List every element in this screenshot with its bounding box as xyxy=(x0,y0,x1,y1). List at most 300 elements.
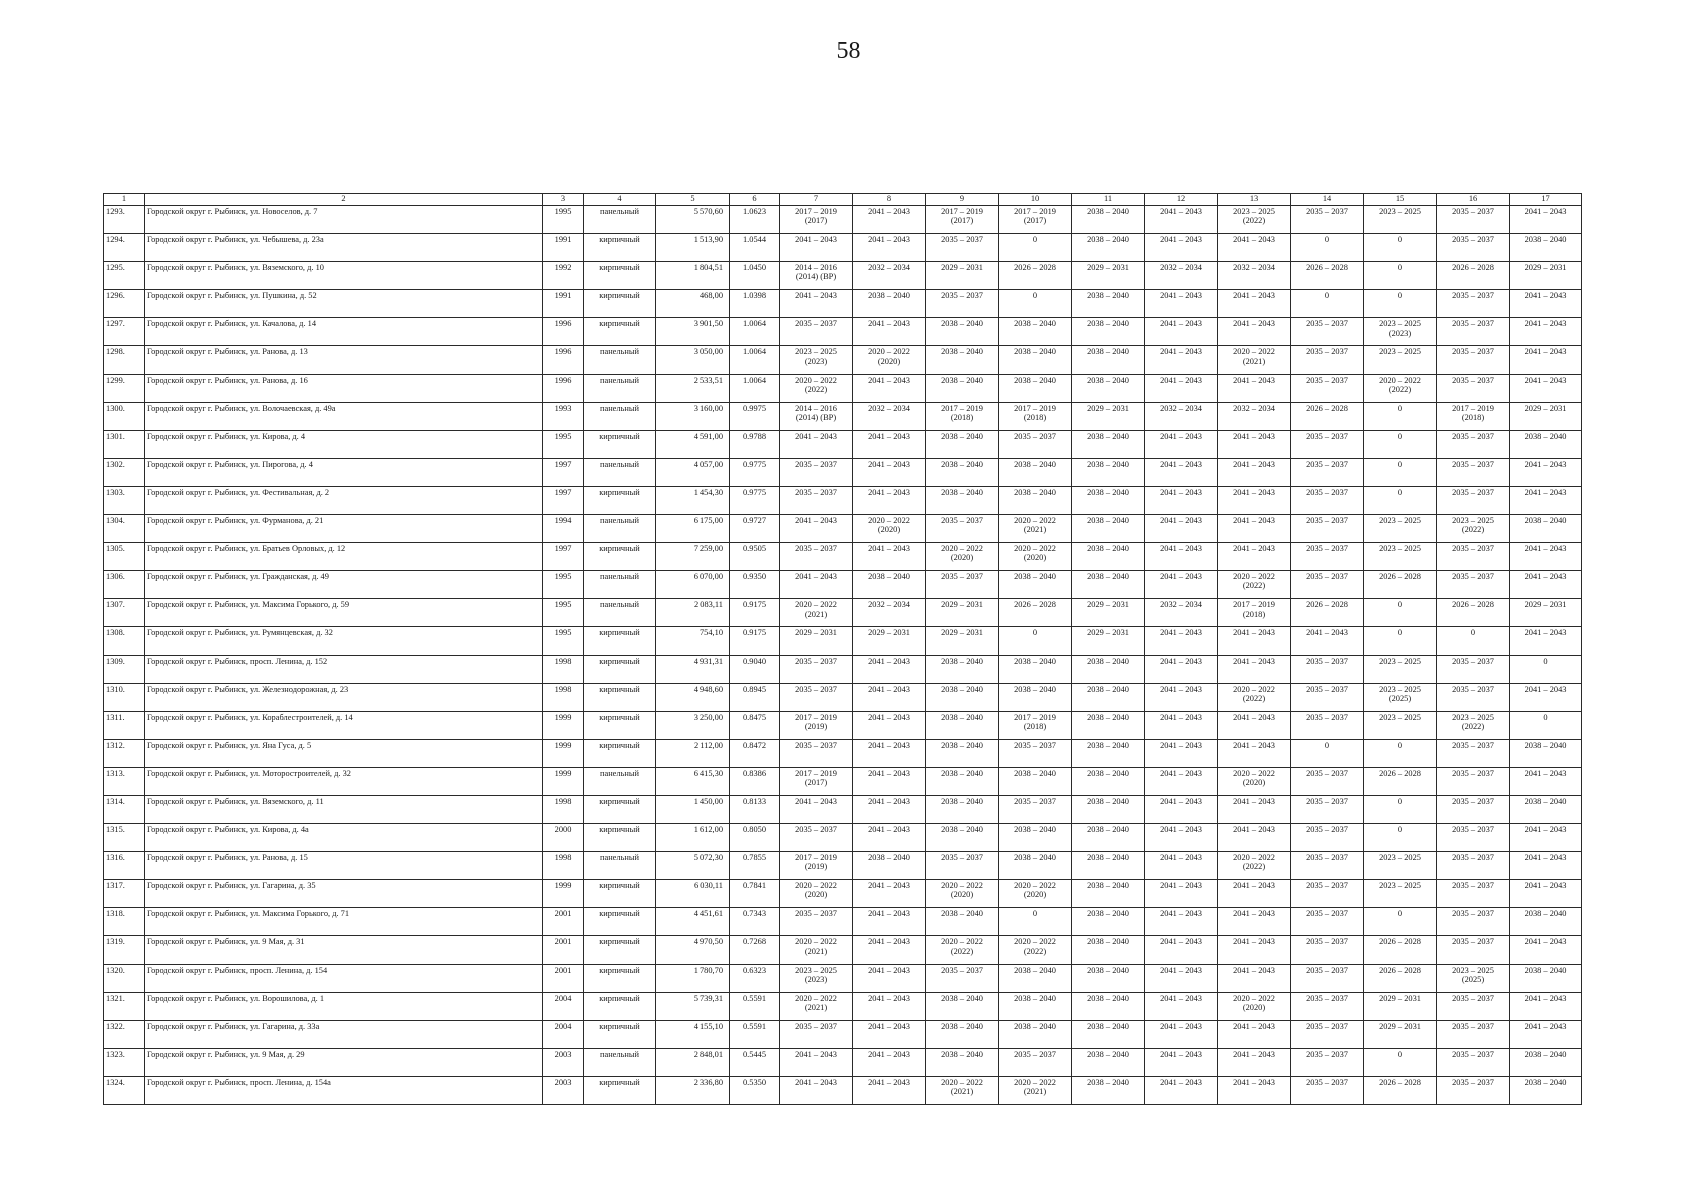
address-cell xyxy=(145,458,543,486)
year-cell xyxy=(543,992,584,1020)
cell-text: 1.0544 xyxy=(742,235,767,245)
period-cell xyxy=(1145,290,1218,318)
year-cell xyxy=(543,318,584,346)
period-cell xyxy=(926,683,999,711)
cell-text: 2029 – 2031 xyxy=(941,263,983,273)
cell-text: кирпичный xyxy=(599,1077,640,1087)
period-cell xyxy=(780,458,853,486)
cell-text: 1999 xyxy=(554,712,572,722)
cell-text: 1995 xyxy=(554,572,572,582)
period-cell xyxy=(1510,262,1582,290)
cell-text: 2038 – 2040 xyxy=(941,656,983,666)
cell-text: 2038 – 2040 xyxy=(1524,1049,1567,1059)
cell-text: 0.9175 xyxy=(742,600,767,610)
area-cell xyxy=(656,936,730,964)
cell-text: 1.0064 xyxy=(742,347,767,357)
period-cell xyxy=(999,852,1072,880)
period-cell xyxy=(1145,767,1218,795)
period-cell xyxy=(999,234,1072,262)
cell-text: 1.0398 xyxy=(742,291,767,301)
year-cell xyxy=(543,739,584,767)
period-cell xyxy=(1364,486,1437,514)
period-cell xyxy=(1291,402,1364,430)
cell-text: 2023 – 2025 xyxy=(1379,712,1421,722)
coefficient-cell xyxy=(730,290,780,318)
period-cell xyxy=(1437,402,1510,430)
period-cell xyxy=(1072,852,1145,880)
period-cell xyxy=(853,908,926,936)
coefficient-cell xyxy=(730,318,780,346)
cell-text: 2035 – 2037 xyxy=(1306,656,1348,666)
period-cell xyxy=(1218,992,1291,1020)
cell-text: 2038 – 2040 xyxy=(941,740,983,750)
period-cell xyxy=(1364,1076,1437,1104)
cell-text: 2032 – 2034 xyxy=(868,263,910,273)
cell-text: 2035 – 2037 xyxy=(1452,235,1494,245)
area-cell xyxy=(656,1076,730,1104)
period-cell xyxy=(1218,599,1291,627)
cell-text: 2038 – 2040 xyxy=(1524,235,1567,245)
period-cell xyxy=(1364,318,1437,346)
period-cell xyxy=(1218,711,1291,739)
period-cell xyxy=(1364,430,1437,458)
row-number-cell xyxy=(104,430,145,458)
cell-text: 2041 – 2043 xyxy=(1524,628,1567,638)
coefficient-cell xyxy=(730,655,780,683)
period-cell xyxy=(780,739,853,767)
area-cell xyxy=(656,599,730,627)
address-cell xyxy=(145,936,543,964)
cell-text: 2020 – 2022 (2021) xyxy=(1014,1077,1056,1097)
cell-text: 1.0450 xyxy=(742,263,767,273)
period-cell xyxy=(780,206,853,234)
period-cell xyxy=(1291,290,1364,318)
table-row xyxy=(104,290,1582,318)
address-cell xyxy=(145,964,543,992)
year-cell xyxy=(543,486,584,514)
row-number-cell xyxy=(104,262,145,290)
cell-text: 2035 – 2037 xyxy=(1452,909,1494,919)
cell-text: 2041 – 2043 xyxy=(1233,319,1275,329)
cell-text: 2017 – 2019 (2017) xyxy=(795,207,837,226)
cell-text: 1313. xyxy=(106,768,125,778)
period-cell xyxy=(1364,374,1437,402)
period-cell xyxy=(1072,571,1145,599)
area-cell xyxy=(656,234,730,262)
period-cell xyxy=(853,852,926,880)
cell-text: Городской округ г. Рыбинск, ул. Гражданская, д. 49 xyxy=(147,572,329,582)
cell-text: 4 948,60 xyxy=(693,684,723,694)
period-cell xyxy=(926,936,999,964)
cell-text: 2041 – 2043 xyxy=(1233,1049,1275,1059)
cell-text: 2041 – 2043 xyxy=(868,459,910,469)
cell-text: 2038 – 2040 xyxy=(1087,207,1129,216)
period-cell xyxy=(853,262,926,290)
cell-text: 0 xyxy=(1397,740,1403,750)
cell-text: 3 050,00 xyxy=(693,347,723,357)
area-cell xyxy=(656,571,730,599)
cell-text: 2000 xyxy=(554,825,572,835)
period-cell xyxy=(1145,543,1218,571)
cell-text: 2003 xyxy=(554,1049,572,1059)
column-header: 15 xyxy=(1364,194,1437,206)
coefficient-cell xyxy=(730,234,780,262)
period-cell xyxy=(1437,1020,1510,1048)
cell-text: панельный xyxy=(600,600,639,610)
cell-text: 2026 – 2028 xyxy=(1379,572,1421,582)
cell-text: 2038 – 2040 xyxy=(1014,347,1056,357)
cell-text: 2026 – 2028 xyxy=(1306,600,1348,610)
column-header: 10 xyxy=(999,194,1072,206)
period-cell xyxy=(1291,964,1364,992)
material-cell xyxy=(584,486,656,514)
period-cell xyxy=(1291,318,1364,346)
cell-text: 1305. xyxy=(106,544,125,554)
period-cell xyxy=(1291,458,1364,486)
cell-text: 2038 – 2040 xyxy=(1014,319,1056,329)
cell-text: 2041 – 2043 xyxy=(1233,909,1275,919)
period-cell xyxy=(1364,571,1437,599)
period-cell xyxy=(1072,1076,1145,1104)
cell-text: 2041 – 2043 xyxy=(1160,207,1202,216)
material-cell xyxy=(584,262,656,290)
period-cell xyxy=(1291,262,1364,290)
year-cell xyxy=(543,234,584,262)
cell-text: 2041 – 2043 xyxy=(795,1077,837,1087)
year-cell xyxy=(543,206,584,234)
cell-text: Городской округ г. Рыбинск, просп. Ленина, д. 152 xyxy=(147,656,328,666)
period-cell xyxy=(853,515,926,543)
period-cell xyxy=(1145,824,1218,852)
material-cell xyxy=(584,346,656,374)
cell-text: 2041 – 2043 xyxy=(1160,431,1202,441)
cell-text: 2026 – 2028 xyxy=(1379,768,1421,778)
address-cell xyxy=(145,262,543,290)
cell-text: кирпичный xyxy=(599,656,640,666)
cell-text: 0 xyxy=(1397,431,1403,441)
period-cell xyxy=(853,599,926,627)
year-cell xyxy=(543,543,584,571)
address-cell xyxy=(145,795,543,823)
cell-text: 0.8472 xyxy=(742,740,767,750)
cell-text: 2038 – 2040 xyxy=(1087,235,1129,245)
cell-text: 2017 – 2019 (2017) xyxy=(941,207,983,226)
cell-text: 2035 – 2037 xyxy=(795,740,837,750)
period-cell xyxy=(1072,767,1145,795)
cell-text: кирпичный xyxy=(599,993,640,1003)
period-cell xyxy=(853,739,926,767)
cell-text: панельный xyxy=(600,768,639,778)
cell-text: 1321. xyxy=(106,993,125,1003)
period-cell xyxy=(999,543,1072,571)
cell-text: 2023 – 2025 (2023) xyxy=(795,965,837,984)
row-number-cell xyxy=(104,515,145,543)
period-cell xyxy=(1145,936,1218,964)
period-cell xyxy=(999,711,1072,739)
cell-text: 1998 xyxy=(554,656,572,666)
row-number-cell xyxy=(104,571,145,599)
cell-text: 1311. xyxy=(106,712,125,722)
period-cell xyxy=(853,880,926,908)
period-cell xyxy=(1072,515,1145,543)
cell-text: 2038 – 2040 xyxy=(1014,993,1056,1003)
material-cell xyxy=(584,374,656,402)
cell-text: 2038 – 2040 xyxy=(1087,291,1129,301)
cell-text: 1.0623 xyxy=(742,207,767,216)
cell-text: 2038 – 2040 xyxy=(1014,459,1056,469)
area-cell xyxy=(656,627,730,655)
cell-text: 2026 – 2028 xyxy=(1379,1077,1421,1087)
cell-text: 1294. xyxy=(106,235,125,245)
period-cell xyxy=(1364,290,1437,318)
table-row xyxy=(104,880,1582,908)
cell-text: 2041 – 2043 xyxy=(1233,1021,1275,1031)
period-cell xyxy=(780,571,853,599)
period-cell xyxy=(1291,206,1364,234)
area-cell xyxy=(656,1048,730,1076)
cell-text: 2035 – 2037 xyxy=(795,684,837,694)
cell-text: 1306. xyxy=(106,572,125,582)
period-cell xyxy=(1510,543,1582,571)
period-cell xyxy=(1510,683,1582,711)
period-cell xyxy=(1218,655,1291,683)
period-cell xyxy=(1145,795,1218,823)
cell-text: 1992 xyxy=(554,263,572,273)
period-cell xyxy=(780,683,853,711)
period-cell xyxy=(926,767,999,795)
cell-text: 2035 – 2037 xyxy=(795,1021,837,1031)
cell-text: 2038 – 2040 xyxy=(1087,319,1129,329)
period-cell xyxy=(1218,318,1291,346)
cell-text: 2023 – 2025 xyxy=(1379,207,1421,216)
period-cell xyxy=(1437,1048,1510,1076)
cell-text: 2026 – 2028 xyxy=(1452,600,1494,610)
table-row xyxy=(104,824,1582,852)
period-cell xyxy=(1510,767,1582,795)
period-cell xyxy=(1072,599,1145,627)
cell-text: 1319. xyxy=(106,937,125,947)
cell-text: 2041 – 2043 xyxy=(795,796,837,806)
cell-text: 1999 xyxy=(554,740,572,750)
cell-text: 2035 – 2037 xyxy=(1306,207,1348,216)
address-cell xyxy=(145,711,543,739)
cell-text: 0.9175 xyxy=(742,628,767,638)
year-cell xyxy=(543,1048,584,1076)
coefficient-cell xyxy=(730,767,780,795)
period-cell xyxy=(926,627,999,655)
period-cell xyxy=(999,936,1072,964)
area-cell xyxy=(656,880,730,908)
address-cell xyxy=(145,739,543,767)
cell-text: 2035 – 2037 xyxy=(1452,937,1494,947)
cell-text: 2029 – 2031 xyxy=(941,628,983,638)
coefficient-cell xyxy=(730,711,780,739)
period-cell xyxy=(1510,290,1582,318)
period-cell xyxy=(1437,346,1510,374)
address-cell xyxy=(145,1076,543,1104)
cell-text: 2017 – 2019 (2018) xyxy=(1233,600,1275,619)
year-cell xyxy=(543,458,584,486)
area-cell xyxy=(656,824,730,852)
cell-text: 2020 – 2022 (2020) xyxy=(868,516,910,535)
period-cell xyxy=(1218,852,1291,880)
material-cell xyxy=(584,1020,656,1048)
cell-text: 2038 – 2040 xyxy=(1087,712,1129,722)
period-cell xyxy=(1145,262,1218,290)
cell-text: 1320. xyxy=(106,965,125,975)
cell-text: 0.9350 xyxy=(742,572,767,582)
cell-text: 1996 xyxy=(554,347,572,357)
period-cell xyxy=(1218,346,1291,374)
period-cell xyxy=(853,486,926,514)
period-cell xyxy=(1291,571,1364,599)
period-cell xyxy=(1218,964,1291,992)
cell-text: 0.7268 xyxy=(742,937,767,947)
year-cell xyxy=(543,1076,584,1104)
period-cell xyxy=(926,824,999,852)
cell-text: Городской округ г. Рыбинск, ул. Максима Горького, д. 71 xyxy=(147,909,350,919)
cell-text: 2035 – 2037 xyxy=(941,853,983,863)
cell-text: 2041 – 2043 xyxy=(868,1049,910,1059)
cell-text: 2035 – 2037 xyxy=(941,572,983,582)
cell-text: 2041 – 2043 xyxy=(868,909,910,919)
period-cell xyxy=(853,543,926,571)
cell-text: 2029 – 2031 xyxy=(941,600,983,610)
cell-text: 2041 – 2043 xyxy=(1524,853,1567,863)
cell-text: 2035 – 2037 xyxy=(1452,459,1494,469)
cell-text: 2038 – 2040 xyxy=(1014,1021,1056,1031)
cell-text: Городской округ г. Рыбинск, ул. Фурманова, д. 21 xyxy=(147,516,324,526)
cell-text: Городской округ г. Рыбинск, ул. Новоселов, д. 7 xyxy=(147,207,318,216)
period-cell xyxy=(1364,599,1437,627)
row-number-cell xyxy=(104,1020,145,1048)
table-row xyxy=(104,627,1582,655)
address-cell xyxy=(145,486,543,514)
cell-text: 2041 – 2043 xyxy=(1233,235,1275,245)
cell-text: Городской округ г. Рыбинск, ул. Моторостроителей, д. 32 xyxy=(147,768,351,778)
address-cell xyxy=(145,767,543,795)
period-cell xyxy=(999,627,1072,655)
cell-text: 2038 – 2040 xyxy=(1087,965,1129,975)
cell-text: 2041 – 2043 xyxy=(795,516,837,526)
cell-text: 2041 – 2043 xyxy=(1233,740,1275,750)
cell-text: кирпичный xyxy=(599,291,640,301)
period-cell xyxy=(999,992,1072,1020)
cell-text: 2041 – 2043 xyxy=(1160,347,1202,357)
material-cell xyxy=(584,430,656,458)
period-cell xyxy=(1145,515,1218,543)
area-cell xyxy=(656,543,730,571)
period-cell xyxy=(1510,739,1582,767)
material-cell xyxy=(584,515,656,543)
period-cell xyxy=(1510,515,1582,543)
material-cell xyxy=(584,599,656,627)
cell-text: 4 451,61 xyxy=(693,909,723,919)
cell-text: 2041 – 2043 xyxy=(1233,544,1275,554)
period-cell xyxy=(999,767,1072,795)
period-cell xyxy=(1145,683,1218,711)
cell-text: 2035 – 2037 xyxy=(1452,207,1494,216)
cell-text: 1998 xyxy=(554,853,572,863)
address-cell xyxy=(145,234,543,262)
cell-text: 2038 – 2040 xyxy=(1524,740,1567,750)
period-cell xyxy=(1510,936,1582,964)
cell-text: 2041 – 2043 xyxy=(1160,628,1202,638)
period-cell xyxy=(1364,458,1437,486)
coefficient-cell xyxy=(730,599,780,627)
cell-text: 468,00 xyxy=(699,291,723,301)
row-number-cell xyxy=(104,599,145,627)
period-cell xyxy=(1218,402,1291,430)
cell-text: 0.7841 xyxy=(742,881,767,891)
cell-text: панельный xyxy=(600,207,639,216)
period-cell xyxy=(1437,234,1510,262)
address-cell xyxy=(145,1020,543,1048)
cell-text: 2041 – 2043 xyxy=(868,1077,910,1087)
period-cell xyxy=(1145,880,1218,908)
period-cell xyxy=(1510,571,1582,599)
period-cell xyxy=(1145,346,1218,374)
cell-text: 2041 – 2043 xyxy=(1160,319,1202,329)
cell-text: 2035 – 2037 xyxy=(1452,853,1494,863)
period-cell xyxy=(1072,711,1145,739)
cell-text: 1996 xyxy=(554,319,572,329)
coefficient-cell xyxy=(730,1076,780,1104)
period-cell xyxy=(780,964,853,992)
period-cell xyxy=(1510,486,1582,514)
period-cell xyxy=(853,402,926,430)
row-number-cell xyxy=(104,234,145,262)
cell-text: кирпичный xyxy=(599,1021,640,1031)
period-cell xyxy=(780,767,853,795)
period-cell xyxy=(1364,795,1437,823)
period-cell xyxy=(780,402,853,430)
cell-text: 2041 – 2043 xyxy=(1160,853,1202,863)
period-cell xyxy=(1510,234,1582,262)
material-cell xyxy=(584,655,656,683)
row-number-cell xyxy=(104,290,145,318)
period-cell xyxy=(1218,290,1291,318)
coefficient-cell xyxy=(730,346,780,374)
cell-text: 2020 – 2022 (2020) xyxy=(1233,768,1275,788)
coefficient-cell xyxy=(730,992,780,1020)
cell-text: 2041 – 2043 xyxy=(795,291,837,301)
period-cell xyxy=(1145,430,1218,458)
period-cell xyxy=(1291,234,1364,262)
period-cell xyxy=(926,1048,999,1076)
period-cell xyxy=(1291,936,1364,964)
cell-text: 2038 – 2040 xyxy=(1087,375,1129,385)
cell-text: 1302. xyxy=(106,459,125,469)
column-header: 12 xyxy=(1145,194,1218,206)
area-cell xyxy=(656,290,730,318)
cell-text: 2026 – 2028 xyxy=(1014,600,1056,610)
period-cell xyxy=(853,430,926,458)
period-cell xyxy=(1291,767,1364,795)
cell-text: 2041 – 2043 xyxy=(1233,1077,1275,1087)
cell-text: 2035 – 2037 xyxy=(1306,347,1348,357)
material-cell xyxy=(584,936,656,964)
cell-text: 1997 xyxy=(554,459,572,469)
period-cell xyxy=(1145,908,1218,936)
year-cell xyxy=(543,683,584,711)
period-cell xyxy=(1072,683,1145,711)
period-cell xyxy=(1291,486,1364,514)
row-number-cell xyxy=(104,936,145,964)
cell-text: 2035 – 2037 xyxy=(1452,572,1494,582)
cell-text: 2038 – 2040 xyxy=(941,712,983,722)
row-number-cell xyxy=(104,964,145,992)
